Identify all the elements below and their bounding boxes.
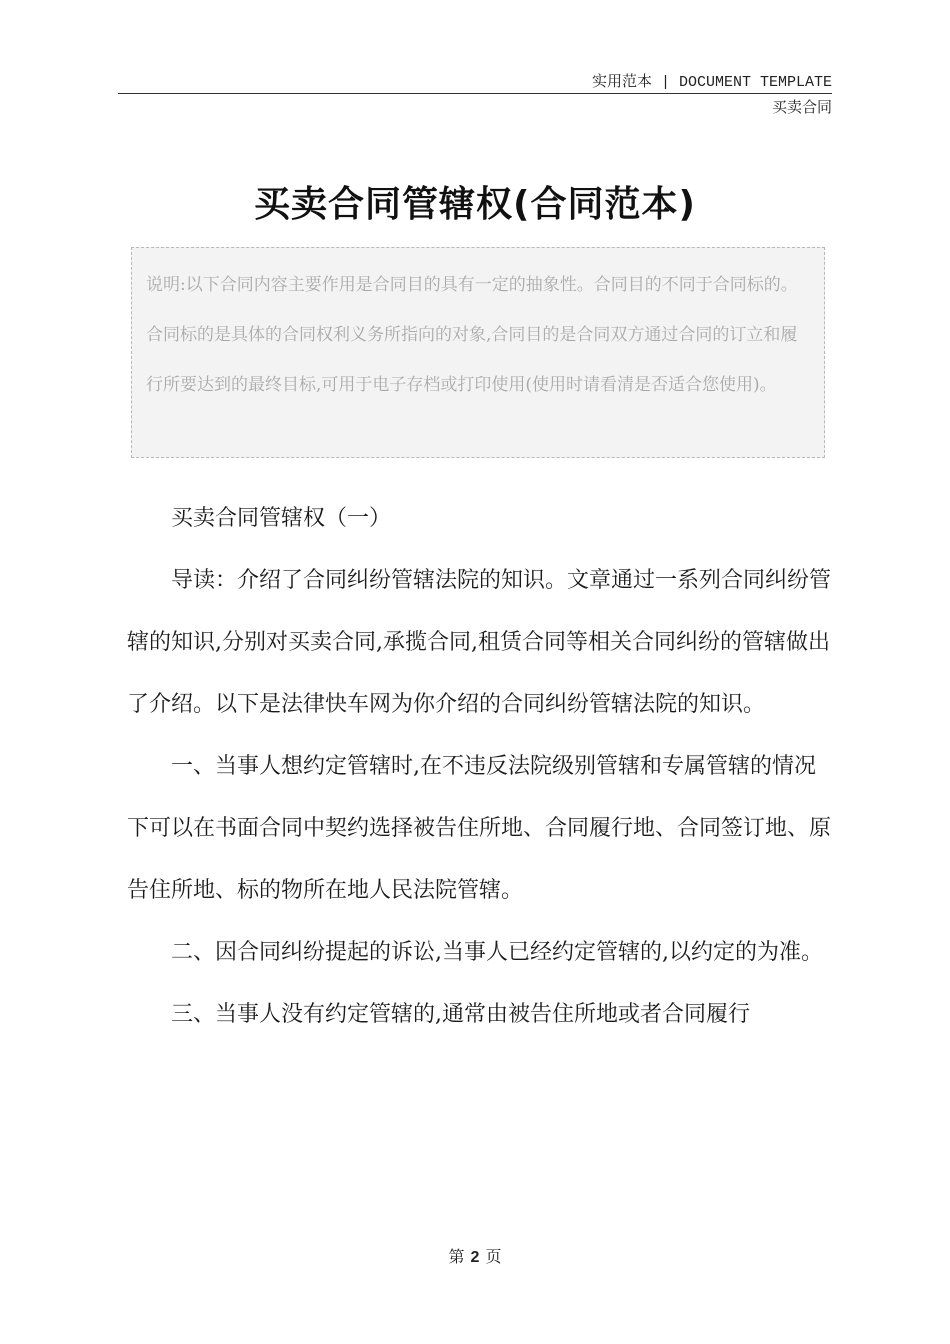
description-note-box — [131, 247, 825, 458]
description-note-text: 说明:以下合同内容主要作用是合同目的具有一定的抽象性。合同目的不同于合同标的。合同标的是具体的合同权利义务所指向的对象,合同目的是合同双方通过合同的订立和履行所要达到的最终目标,可用于电子存档或打印使用(使用时请看清是否适合您使用)。 — [146, 275, 798, 395]
header-divider — [118, 93, 832, 94]
page-suffix: 页 — [485, 1247, 502, 1266]
page-number: 2 — [470, 1249, 480, 1266]
body-paragraph: 一、当事人想约定管辖时,在不违反法院级别管辖和专属管辖的情况下可以在书面合同中契约选择被告住所地、合同履行地、合同签订地、原告住所地、标的物所在地人民法院管辖。 — [127, 754, 832, 903]
body-paragraph: 二、因合同纠纷提起的诉讼,当事人已经约定管辖的,以约定的为准。 — [171, 940, 823, 965]
body-paragraph: 导读：介绍了合同纠纷管辖法院的知识。文章通过一系列合同纠纷管辖的知识,分别对买卖合同,承揽合同,租赁合同等相关合同纠纷的管辖做出了介绍。以下是法律快车网为你介绍的合同纠纷管辖法院的知识。 — [127, 568, 832, 717]
body-paragraph: 三、当事人没有约定管辖的,通常由被告住所地或者合同履行 — [171, 1002, 750, 1027]
document-body — [127, 488, 833, 1046]
header-category: 买卖合同 — [771, 98, 832, 116]
header-template-label: 实用范本 | DOCUMENT TEMPLATE — [591, 74, 832, 91]
page-prefix: 第 — [448, 1247, 465, 1266]
page-footer — [0, 1244, 950, 1267]
section-heading: 买卖合同管辖权（一） — [171, 506, 392, 531]
document-title: 买卖合同管辖权(合同范本) — [254, 184, 696, 225]
